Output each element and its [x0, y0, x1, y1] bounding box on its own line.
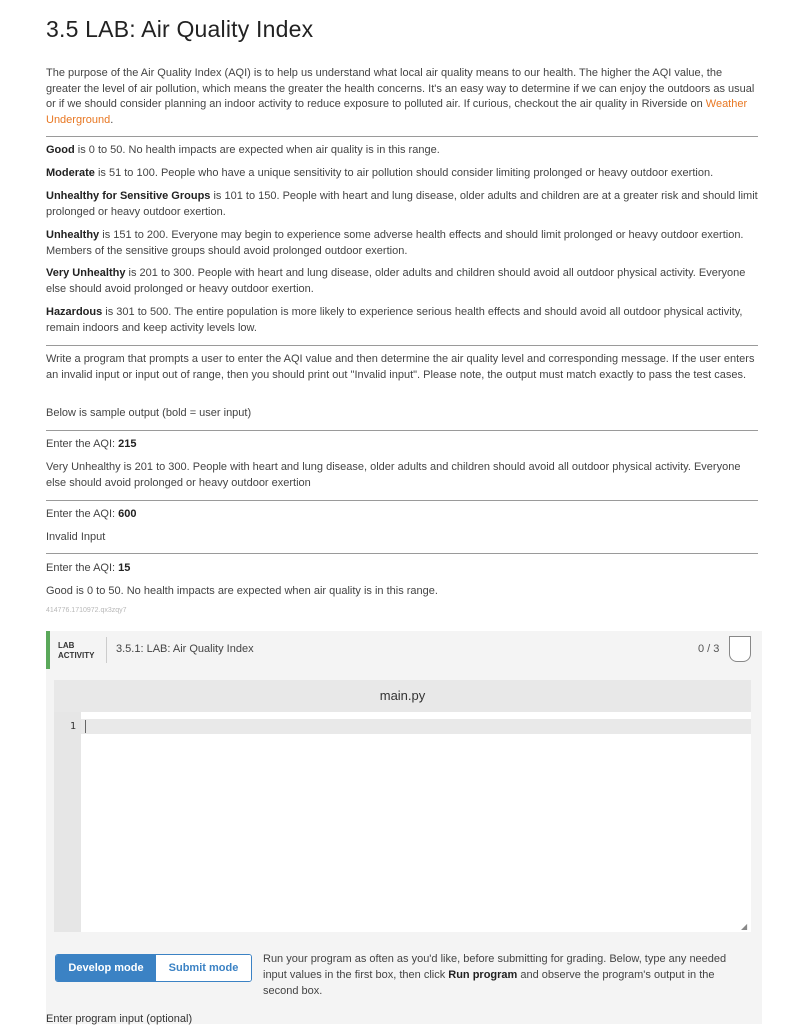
- divider: [46, 345, 758, 346]
- prompt-text: Enter the AQI:: [46, 562, 119, 574]
- editor-gutter: [54, 712, 81, 932]
- mode-help-text: [263, 951, 753, 999]
- user-input: 15: [118, 562, 131, 574]
- divider: [46, 500, 758, 501]
- lab-separator: [106, 637, 107, 663]
- level-name: Unhealthy for Sensitive Groups: [46, 190, 211, 202]
- completion-badge-icon: [729, 636, 751, 662]
- sample-2-output: Invalid Input: [46, 531, 106, 543]
- line-number: 1: [69, 721, 76, 732]
- level-desc: is 201 to 300. People with heart and lung disease, older adults and children should avoid all outdoor physical activity. Everyone else should avoid prolonged or heavy outdoor exertion.: [46, 267, 746, 295]
- develop-mode-button[interactable]: Develop mode: [56, 955, 156, 981]
- lab-activity-header: [46, 631, 762, 669]
- level-desc: is 0 to 50. No health impacts are expected when air quality is in this range.: [74, 144, 440, 156]
- sample-intro: Below is sample output (bold = user input): [46, 407, 252, 419]
- lab-activity-tag: [58, 641, 94, 661]
- level-desc: is 151 to 200. Everyone may begin to experience some adverse health effects and should limit prolonged or heavy outdoor exertion. Members of the sensitive groups should avoid prolonged outdoor exertion.: [46, 229, 744, 257]
- sample-2-prompt: [46, 507, 758, 523]
- instructions: Write a program that prompts a user to enter the AQI value and then determine the air quality level and corresponding message. If the user enters an invalid input or input out of range, then you should print out "Invalid input". Please note, the output must match exactly to pass the test cases.: [46, 353, 755, 381]
- prompt-text: Enter the AQI:: [46, 438, 119, 450]
- content-hash: 414776.1710972.qx3zqy7: [46, 607, 127, 614]
- level-desc: is 101 to 150. People with heart and lung disease, older adults and children are at a greater risk and should limit prolonged or heavy outdoor exertion.: [46, 190, 758, 218]
- page-title: 3.5 LAB: Air Quality Index: [46, 16, 314, 42]
- user-input: 600: [118, 508, 137, 520]
- lab-title: 3.5.1: LAB: Air Quality Index: [116, 643, 254, 655]
- level-name: Hazardous: [46, 306, 103, 318]
- help-pre: Run your program as often as you'd like, before submitting for grading. Below, type any needed input values in the first box, then click: [263, 953, 727, 981]
- level-desc: is 301 to 500. The entire population is more likely to experience serious health effects and should avoid all outdoor physical activity, remain indoors and keep activity levels low.: [46, 306, 743, 334]
- sample-3-output: Good is 0 to 50. No health impacts are expected when air quality is in this range.: [46, 585, 438, 597]
- weather-underground-link[interactable]: Weather Underground: [46, 98, 748, 127]
- level-unhealthy: [46, 228, 758, 259]
- intro-after: .: [110, 114, 114, 127]
- level-sensitive: [46, 189, 758, 220]
- prompt-text: Enter the AQI:: [46, 508, 119, 520]
- active-line-highlight: [81, 719, 751, 734]
- intro-text: The purpose of the Air Quality Index (AQI) is to help us understand what local air quality means to our health. The higher the AQI value, the greater the level of air pollution, which means the greater the health concerns. It's an easy way to determine if we can enjoy the outdoors as usual or if we should consider planning an indoor activity to reduce exposure to polluted air. If curious, checkout the air quality in Riverside on: [46, 67, 755, 111]
- divider: [46, 553, 758, 554]
- intro-paragraph: [46, 66, 758, 129]
- editor-filename: main.py: [54, 680, 751, 712]
- level-very-unhealthy: [46, 266, 758, 297]
- program-input-label: Enter program input (optional): [46, 1013, 193, 1025]
- level-name: Very Unhealthy: [46, 267, 126, 279]
- sample-3-prompt: [46, 561, 758, 577]
- divider: [46, 136, 758, 137]
- sample-1-prompt: [46, 437, 758, 453]
- resize-handle-icon[interactable]: ◢: [741, 922, 748, 931]
- lab-tag-line2: ACTIVITY: [58, 651, 95, 660]
- level-name: Good: [46, 144, 75, 156]
- divider: [46, 430, 758, 431]
- help-post: and observe the program's output in the second box.: [263, 969, 715, 997]
- mode-toggle: [55, 954, 252, 982]
- level-name: Unhealthy: [46, 229, 100, 241]
- lab-score: 0 / 3: [698, 643, 720, 655]
- level-hazardous: [46, 305, 758, 336]
- submit-mode-button[interactable]: Submit mode: [156, 955, 251, 981]
- level-moderate: [46, 166, 758, 182]
- sample-1-output: Very Unhealthy is 201 to 300. People with heart and lung disease, older adults and children should avoid all outdoor physical activity. Everyone else should avoid prolonged or heavy outdoor exertion: [46, 461, 741, 489]
- text-caret: [85, 720, 86, 733]
- level-desc: is 51 to 100. People who have a unique sensitivity to air pollution should consider limiting prolonged or heavy outdoor exertion.: [94, 167, 714, 179]
- level-name: Moderate: [46, 167, 95, 179]
- code-input-area[interactable]: [81, 712, 751, 932]
- help-bold: Run program: [448, 969, 518, 981]
- level-good: [46, 143, 758, 159]
- user-input: 215: [118, 438, 137, 450]
- lab-accent-bar: [46, 631, 50, 669]
- lab-tag-line1: LAB: [58, 641, 75, 650]
